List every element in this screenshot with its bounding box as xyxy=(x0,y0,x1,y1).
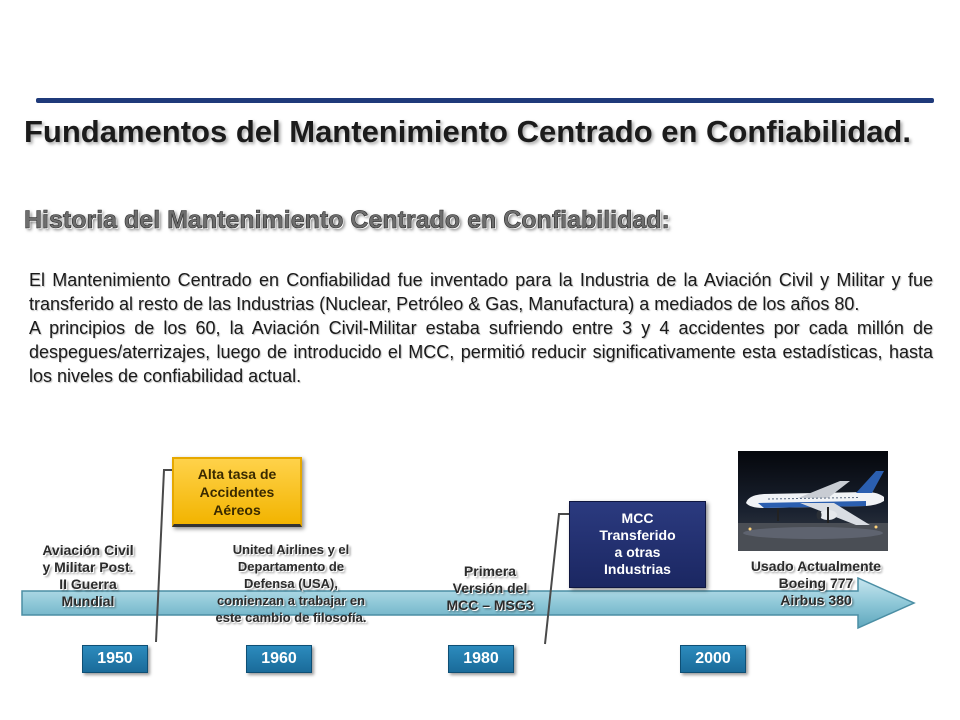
year-1950: 1950 xyxy=(82,645,148,673)
event-1960-line: United Airlines y el xyxy=(232,542,350,557)
event-1960-line: comienzan a trabajar en xyxy=(216,593,366,608)
event-1980-line: Primera xyxy=(463,563,517,579)
year-2000: 2000 xyxy=(680,645,746,673)
boeing-airplane-photo xyxy=(738,451,888,551)
event-1980-line: Versión del xyxy=(452,580,528,596)
page-title: Fundamentos del Mantenimiento Centrado en Confiabilidad. xyxy=(24,114,911,149)
paragraph-2: A principios de los 60, la Aviación Civil-Militar estaba sufriendo entre 3 y 4 accidentes por cada millón de despegues/aterrizajes, luego de introducido el MCC, permitió reducir significativamente esta estadísticas, hasta los niveles de confiabilidad actual. xyxy=(29,318,933,386)
box-mcc-line: Transferido xyxy=(599,527,676,543)
box-alta-tasa-line: Alta tasa de xyxy=(197,466,277,482)
box-mcc-line: MCC xyxy=(621,510,654,526)
event-2000-line: Usado Actualmente xyxy=(750,558,882,574)
box-alta-tasa-line: Aéreos xyxy=(213,502,261,518)
event-1980 xyxy=(430,563,550,614)
event-2000 xyxy=(730,558,902,609)
event-1960-line: Departamento de xyxy=(237,559,345,574)
event-2000-line: Boeing 777 xyxy=(778,575,854,591)
event-1950-line: Mundial xyxy=(61,593,115,609)
event-1950 xyxy=(22,542,154,610)
event-1980-line: MCC – MSG3 xyxy=(446,597,534,613)
page-subtitle: Historia del Mantenimiento Centrado en Confiabilidad: xyxy=(24,206,670,234)
box-alta-tasa xyxy=(172,457,302,527)
event-1950-line: Aviación Civil xyxy=(42,542,134,558)
event-1950-line: y Militar Post. xyxy=(42,559,134,575)
body-text xyxy=(29,268,933,388)
event-1960 xyxy=(186,541,396,626)
box-mcc-transferido xyxy=(569,501,706,588)
box-mcc-line: a otras xyxy=(614,544,661,560)
title-rule xyxy=(36,98,934,103)
event-1960-line: este cambio de filosofía. xyxy=(215,610,367,625)
paragraph-1: El Mantenimiento Centrado en Confiabilidad fue inventado para la Industria de la Aviación Civil y Militar y fue transferido al resto de las Industrias (Nuclear, Petróleo & Gas, Manufactura) a mediados de los años 80. xyxy=(29,270,933,314)
year-1980: 1980 xyxy=(448,645,514,673)
year-1960: 1960 xyxy=(246,645,312,673)
event-1960-line: Defensa (USA), xyxy=(244,576,338,591)
box-alta-tasa-line: Accidentes xyxy=(199,484,275,500)
event-1950-line: II Guerra xyxy=(59,576,117,592)
event-2000-line: Airbus 380 xyxy=(780,592,852,608)
box-mcc-line: Industrias xyxy=(604,561,671,577)
